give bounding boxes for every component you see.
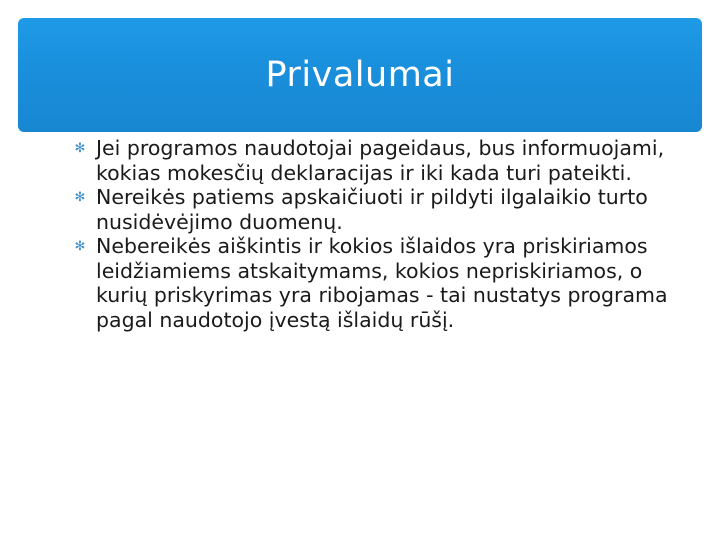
asterisk-bullet-icon: ✻ — [74, 190, 86, 205]
bullet-item — [72, 136, 672, 185]
bullet-item — [72, 234, 672, 332]
bullet-text: Nebereikės aiškintis ir kokios išlaidos yra priskiriamos leidžiamiems atskaitymams, kokios nepriskiriamos, o kurių priskyrimas yra ribojamas - tai nustatys programa pagal naudotojo įvestą išlaidų rūšį. — [96, 234, 668, 332]
bullet-text: Jei programos naudotojai pageidaus, bus informuojami, kokias mokesčių deklaracijas ir iki kada turi pateikti. — [96, 136, 665, 185]
bullet-item — [72, 185, 672, 234]
bullet-text: Nereikės patiems apskaičiuoti ir pildyti ilgalaikio turto nusidėvėjimo duomenų. — [96, 185, 648, 234]
asterisk-bullet-icon: ✻ — [74, 141, 86, 156]
bullet-list — [72, 136, 672, 332]
slide-title: Privalumai — [265, 55, 455, 95]
asterisk-bullet-icon: ✻ — [74, 239, 86, 254]
title-banner — [18, 18, 702, 132]
